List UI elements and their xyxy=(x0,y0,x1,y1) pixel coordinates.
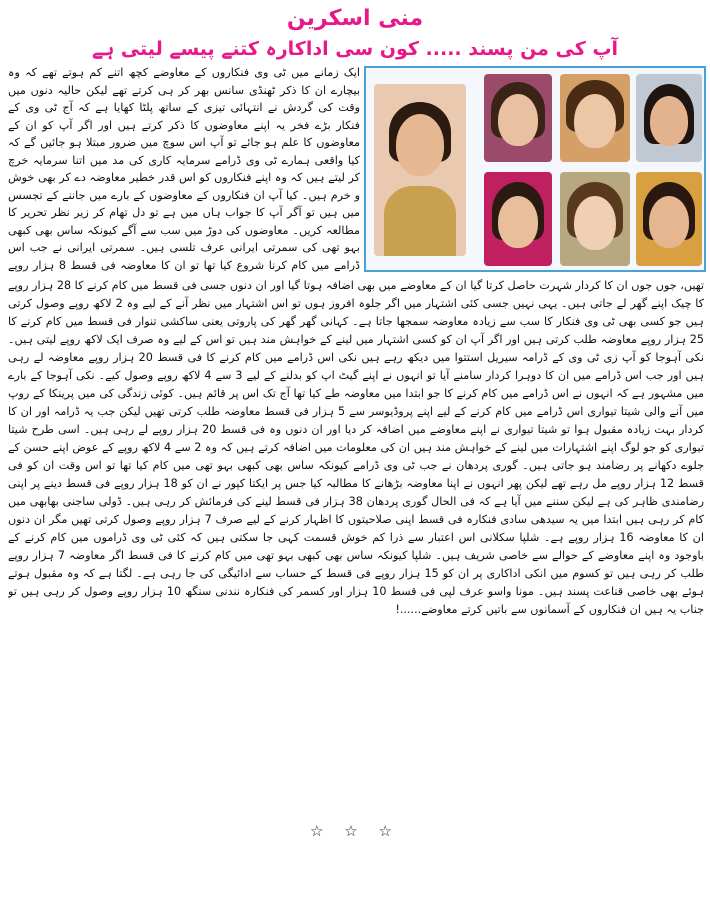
article-body-column: تھیں، جوں جوں ان کا کردار شہرت حاصل کرتا گیا ان کے معاوضے میں بھی اضافہ ہوتا گیا اور ان دنوں جسی فی قسط میں کام کرنے کا 28 ہزار روپے کا چیک اپنے گھر لے جاتی ہیں۔ یہی نہیں جسی کئی اشتہار میں اگر جلوہ افروز ہوں تو اس اشتہار میں نظر آنے کے لیے وہ 2 لاکھ روپے وصول کرتی ہیں جو کسی بھی ٹی وی فنکار کا سب سے زیادہ معاوضہ سمجھا جاتا ہے۔ کہانی گھر گھر کی پاروتی یعنی ساکشی تنوار فی قسط میں کام کرنے کا 25 ہزار روپے معاوضہ طلب کرتی ہیں اور اگر آپ ان کو کسی اشتہار میں لینے کے خواہش مند ہیں تو اس کے لیے وہ صرف ایک لاکھ روپے لیتی ہیں۔ نکی آہوجا کو آپ زی ٹی وی کے ڈرامہ سیریل استتوا میں دیکھ رہے ہیں نکی اس ڈرامے میں کام کرنے کا فی قسط 20 ہزار روپے معاوضہ لے رہی ہیں اور جب اس ڈرامے میں ان کا دوہرا کردار سامنے آیا تو انہوں نے اپنے گیٹ اپ کو بدلنے کے لیے 3 سے 4 لاکھ روپے وصول کیے۔ نکی آہوجا کے بارے میں مشہور ہے کہ انہوں نے اس ڈرامے میں کام کرنے کا جو ابتدا میں معاوضہ طے کیا تھا آج تک اس پر قائم ہیں۔ کوئی زندگی کی میں پرینکا کے روپ میں آنے والی شیتا تیواری اس ڈرامے میں کام کرنے کے لیے اپنے پروڈیوسر سے 5 ہزار فی قسط معاوضہ طلب کرتی تھیں لیکن جب یہ ڈرامہ اور ان کا کردار بہت زیادہ مقبول ہوا تو شیتا تیواری نے اپنے معاوضے میں اضافہ کر دیا اور ان دنوں وہ فی قسط 20 ہزار روپے لے رہی ہیں۔ اسی طرح شیتا تیواری کو جو لوگ اپنے اشتہارات میں لینے کے خواہش مند ہیں ان کی معلومات میں اضافہ کرتے ہیں کہ وہ 2 سے 4 لاکھ روپے کے عوض اپنے حسن کے جلوے دکھانے پر رضامند ہو جاتی ہیں۔ گوری پردھان نے جب ٹی وی ڈرامے کیونکہ ساس بھی کبھی بہو تھی میں کام کیا تھا تو اس وقت ان کو فی قسط 12 ہزار روپے مل رہے تھے لیکن پھر انہوں نے اپنا معاوضہ بڑھانے کا مطالبہ کیا جس پر ایکتا کپور نے ان کو 18 ہزار روپے فی قسط دینے پر اپنی رضامندی ظاہر کی ہے لیکن سننے میں آیا ہے کہ فی الحال گوری پردھان 38 ہزار فی قسط لینے کی فرمائش کر رہی ہیں۔ ڈولی ساجنی بھابھی میں کام کر رہی ہیں ابتدا میں یہ سیدھی سادی فنکارہ فی قسط اپنی صلاحیتوں کا اظہار کرنے کے لیے صرف 7 ہزار روپے وصول کرتی تھیں مگر ان دنوں ان کا معاوضہ 16 ہزار روپے ہے۔ شلپا سکلانی اس اعتبار سے ذرا کم خوش قسمت کہی جا سکتی ہیں کہ کئی ٹی وی ڈراموں میں کام کرنے کے باوجود وہ اپنے معاوضے کے حوالے سے خاصی شریف ہیں۔ شلپا کیونکہ ساس بھی کبھی بہو تھی میں کام کرنے کا فی قسط اگر معاوضہ 7 ہزار روپے طلب کر رہی ہیں تو کسوم میں انکی اداکاری پر ان کو 15 ہزار روپے فی قسط کے حساب سے ادائیگی کی جا رہی ہے۔ لگتا ہے کہ وہ مقبول ہوتے ہوئے بھی خاصی قناعت پسند ہیں۔ مونا واسو عرف لپی فی قسط 10 ہزار اور کسمر کی فنکارہ نندنی سنگھ 10 ہزار روپے وصول کر رہی ہیں تو جناب یہ ہیں ان فنکاروں کے آسمانوں سے باتیں کرتے معاوضے......! xyxy=(8,279,704,616)
photo-bottom-2 xyxy=(560,172,630,266)
photo-top-1 xyxy=(484,74,552,162)
article-intro-column: ایک زمانے میں ٹی وی فنکاروں کے معاوضے کچھ اتنے کم ہوتے تھے کہ وہ بیچارے ان کا ذکر ٹھنڈی سانس بھر کر ہی کرتے تھے لیکن حالیہ دنوں میں وقت کی گردش نے انتہائی تیزی کے ساتھ پلٹا کھایا ہے کہ آج ٹی وی کے فنکار بڑے فخر یہ اپنے معاوضوں کا ذکر کرتے ہیں اور اگر آپ کو ان کے معاوضوں کا علم ہو جائے تو آپ اس سوچ میں ضرور مبتلا ہو جائیں گے کہ کیا واقعی ہمارے ٹی وی ڈرامے سرمایہ کاری کی مد میں اتنا سرمایہ خرچ کر لیتے ہیں کہ وہ اپنے فنکاروں کو اس قدر خطیر معاوضہ دے کر بھی خوش و خرم ہیں۔ کیا آپ ان فنکاروں کے معاوضوں کے بارے میں جاننے کے تجسس میں ہیں تو آگر آپ کا جواب ہاں میں ہے تو دل تھام کر زیر نظر تحریر کا مطالعہ کریں۔ معاوضوں کی دوڑ میں سب سے آگے کیونکہ ساس بھی کبھی بہو تھی کی سمرتی ایرانی عرف تلسی ہیں۔ سمرتی ایرانی نے جب اس ڈرامے میں کام کرنا شروع کیا تھا تو ان کا معاوضہ فی قسط 8 ہزار روپے xyxy=(8,66,360,272)
photo-bottom-1 xyxy=(484,172,552,266)
section-masthead: منی اسکرین xyxy=(286,6,424,31)
end-ornament: ☆ ☆ ☆ xyxy=(310,822,400,840)
actress-photo-panel xyxy=(364,66,706,272)
photo-bottom-3 xyxy=(636,172,702,266)
photo-main xyxy=(374,84,466,256)
photo-top-3 xyxy=(636,74,702,162)
necklace-icon xyxy=(384,186,456,256)
article-headline: آپ کی من پسند ..... کون سی اداکارہ کتنے پیسے لیتی ہے xyxy=(91,38,619,60)
photo-top-2 xyxy=(560,74,630,162)
